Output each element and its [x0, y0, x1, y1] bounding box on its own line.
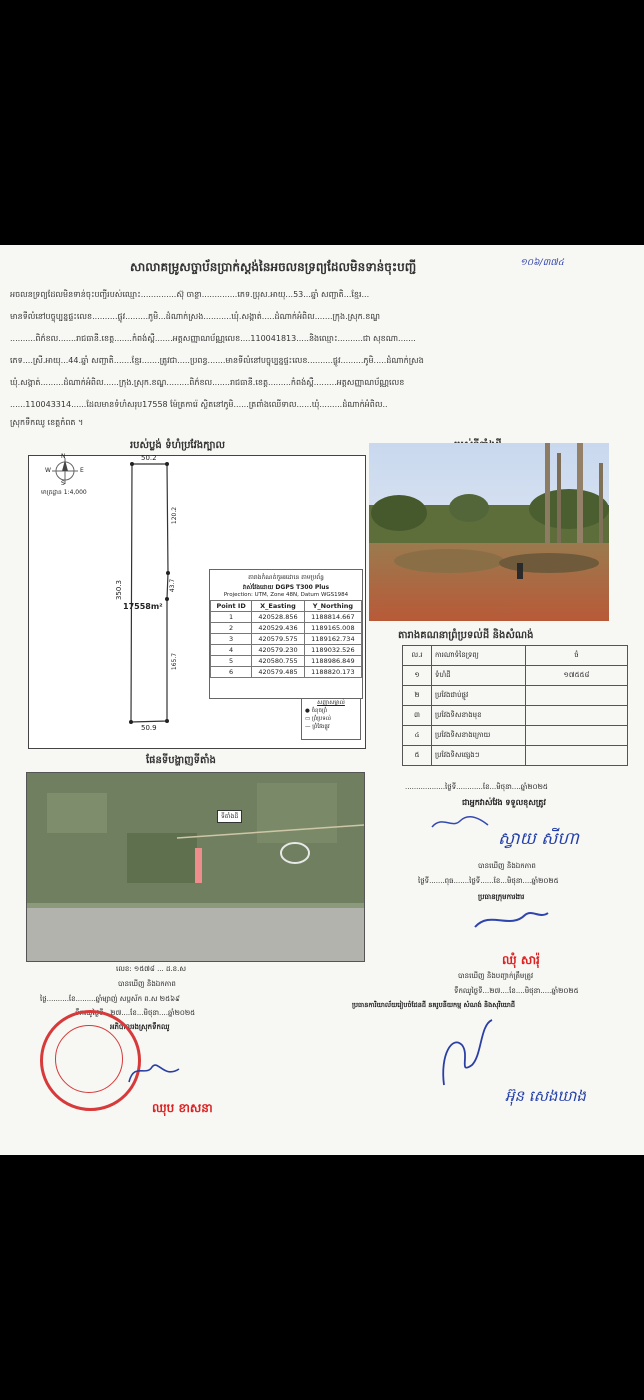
document-page [0, 245, 644, 1155]
table-row: 4 420579.230 1189032.526 [211, 645, 362, 656]
photo-drawing [369, 443, 609, 621]
chief-role: ប្រធានក្រុមការងារ [478, 893, 525, 901]
land-table-heading: តារាងគណនាព្រំប្រទល់ដី និងសំណង់ [398, 630, 534, 641]
table-row: ២ ប្រវែងជាប់ផ្លូវ [403, 686, 628, 706]
owner-line-3: ..........ពិភ៌ខល.......រាជធានី.ខេត្ត.......កំពង់ស្ពឺ.......អត្តសញ្ញាណប័ណ្ណលេខ....110041813.....និងឈ្មោះ..........ជា សុខណា....... [10, 334, 416, 343]
measurer-role: ជាអ្នកវាស់វែង ទទួលខុសត្រូវ [462, 798, 546, 807]
scale-label: មាត្រដ្ឋាន 1:4,000 [41, 489, 87, 496]
col-point-id: Point ID [211, 601, 252, 612]
verify-label: បានឃើញ និងបញ្ជាក់ត្រឹមត្រូវ [458, 972, 534, 980]
owner-line-5: ឃុំ.សង្កាត់.........ដំណាក់អំពិល......ក្រុង.ស្រុក.ខណ្ឌ.........ពិភ៌ខល.......រាជធានី.ខេត្ត.........កំពង់ស្ពឺ.........អត្តសញ្ញាណប័ណ្ណលេខ [10, 378, 405, 387]
reference-number: ១០៦/៣៧៤ [520, 258, 565, 268]
left-signature [124, 1057, 184, 1087]
table-row: 2 420529.436 1189165.008 [211, 623, 362, 634]
measurer-name: ស្វាយ សីហា [498, 829, 579, 849]
site-photo [369, 443, 609, 621]
dim-right-mid: 43.7 [169, 578, 177, 593]
owner-line-7: ស្រុកទឹកឈូ ខេត្តកំពត ។ [10, 418, 84, 427]
approval-label: បានឃើញ និងឯកភាព [478, 862, 536, 870]
table-row: ១ ទំហំដី ១៧៥៥៨ [403, 666, 628, 686]
left-date-lunar: ថ្ងៃ..........ខែ.........ឆ្នាំម្សាញ់ សប្តស័ក ព.ស ២៥៦៩ [40, 995, 180, 1003]
coordinate-table-box [209, 569, 363, 699]
measurer-signature [430, 813, 490, 833]
coordinate-table [210, 600, 362, 678]
projection-label: Projection: UTM, Zone 48N, Datum WGS1984 [223, 592, 349, 598]
document-title: សាលាគម្រូសច្ចាប័នប្រាក់ស្តង់នៃអចលនទ្រព្យដែលមិនទាន់ចុះបញ្ជី [130, 260, 417, 274]
table-row: ៥ ប្រវែងទិសផ្សេងៗ [403, 746, 628, 766]
map-heading: ផែនទីបង្ហាញទីតាំង [146, 755, 216, 766]
col-item: ការណាទំនៃទ្រព្យ [432, 646, 526, 666]
col-x-easting: X_Easting [252, 601, 305, 612]
approval-date: ថ្ងៃទី.......ពុធ.......ថ្ងៃទី......ខែ...មិថុនា....ឆ្នាំ២០២៥ [418, 877, 559, 885]
land-table [402, 645, 628, 766]
owner-line-1: អចលនទ្រព្យដែលមិនទាន់ចុះបញ្ជីរបស់ឈ្មោះ..............ស៊ុ ចាន្ថា..............ភេទ.ប្រុស.អាយុ...53...ឆ្នាំ សញ្ជាតិ...ខ្មែរ... [10, 290, 370, 299]
owner-line-4: ភេទ....ស្រី.អាយុ...44.ឆ្នាំ សញ្ជាតិ.......ខ្មែរ.......ត្រូវជា.....ប្រពន្ធ.......មានទីលំនៅបច្ចុប្បន្នផ្ទះលេខ..........ផ្លូវ.........ភូមិ.....ដំណាក់ស្រង [10, 356, 424, 365]
plan-box [28, 455, 366, 749]
stamp-inner-ring [55, 1025, 123, 1093]
left-approval-label: បានឃើញ និងឯកភាព [118, 980, 176, 988]
col-count: ចំ [526, 646, 628, 666]
coord-title: តារាងកំណត់កូអរដោនេ តាមប្រព័ន្ធ [248, 574, 324, 581]
left-ref: លេខ: ១៥៧៨ ... ដ.ខ.ស [116, 965, 186, 973]
area-label: 17558m² [123, 602, 163, 611]
satellite-map [26, 772, 365, 962]
legend-item: ● ចំនុចព្រំ [305, 708, 328, 714]
coord-subtitle: វាស់វែងដោយ DGPS T300 Plus [242, 584, 330, 591]
chief-name: ឈុំ សារ៉ុ [502, 953, 540, 967]
table-row: ៤ ប្រវែងទិសខាងក្រោយ [403, 726, 628, 746]
legend-item: ▭ ព្រំប្រទល់ [305, 716, 331, 722]
plan-heading: របស់ប្លង់ ទំហំប្រវែងក្បាល [130, 440, 225, 451]
dim-top: 50.2 [141, 454, 157, 462]
office-signature [432, 1015, 502, 1095]
left-date: ទឹកឈូថ្ងៃទី...២៧....ខែ...មិថុនា....ឆ្នាំ២០២៥ [75, 1009, 196, 1017]
compass-n: N [61, 453, 66, 460]
compass-w: W [45, 467, 51, 474]
dim-bottom: 50.9 [141, 724, 157, 732]
dim-right-top: 120.2 [171, 506, 179, 525]
col-y-northing: Y_Northing [304, 601, 361, 612]
legend-item: — ព្រំវែងផ្លូវ [305, 724, 330, 730]
land-table-box [402, 645, 628, 766]
legend-box [301, 698, 361, 740]
left-name: ឈុប ខាសនា [152, 1101, 213, 1115]
verify-date: ទឹកឈូថ្ងៃទី...២៧....ខែ....មិថុនា.....ឆ្នាំ២០២៥ [454, 987, 579, 995]
office-role: ប្រធានការិយាល័យរៀបចំដែនដី នគរូបនីយកម្ម សំណង់ និងសុរិយោដី [352, 1001, 516, 1009]
measure-date: ..................ថ្ងៃទី............ខែ...មិថុនា....ឆ្នាំ២០២៥ [405, 783, 548, 791]
dim-left: 350.3 [115, 579, 124, 601]
compass-s: S [61, 480, 65, 487]
site-marker-label: ទីតាំងដី [217, 810, 242, 823]
legend-title: សញ្ញាសម្គាល់ [317, 700, 345, 706]
dim-right-bottom: 165.7 [171, 652, 179, 671]
table-row: 5 420580.755 1188986.849 [211, 656, 362, 667]
map-drawing [27, 773, 364, 961]
col-no: ល.រ [403, 646, 432, 666]
chief-signature [470, 905, 550, 935]
owner-line-6: ......110043314......ដែលមានទំហំសរុប17558 ម៉ែត្រការ៉េ ស្ថិតនៅភូមិ......ត្រពាំងឈើទាល......ឃុំ.........ដំណាក់អំពិល.. [10, 400, 388, 409]
compass-e: E [80, 467, 84, 474]
table-row: 3 420579.575 1189162.734 [211, 634, 362, 645]
table-row: 6 420579.485 1188820.173 [211, 667, 362, 678]
table-row: 1 420528.856 1188814.667 [211, 612, 362, 623]
owner-line-2: មានទីលំនៅបច្ចុប្បន្នផ្ទះលេខ..........ផ្លូវ.........ភូមិ...ដំណាក់ស្រង...........ឃុំ.សង្កាត់.....ដំណាក់អំពិល.......ក្រុង.ស្រុក.ខណ្ឌ [10, 312, 381, 321]
table-row: ៣ ប្រវែងទិសខាងមុខ [403, 706, 628, 726]
left-role: អភិបាលរងស្រុកទឹកឈូ [110, 1023, 170, 1031]
office-name: អ៊ុន សេងឃាង [505, 1087, 586, 1105]
